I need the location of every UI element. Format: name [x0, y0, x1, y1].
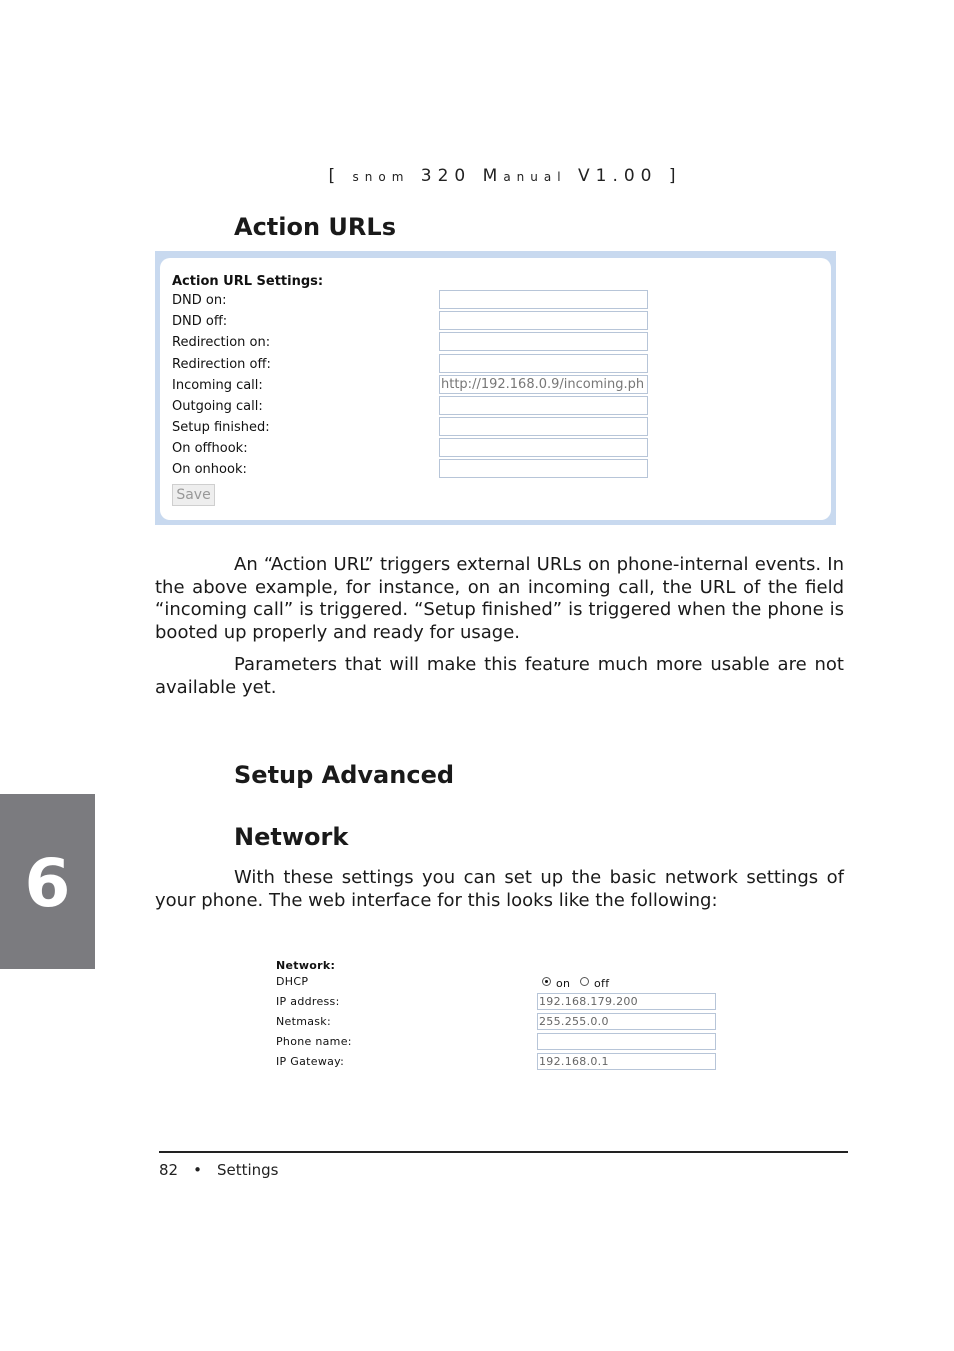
- network-heading: Network:: [276, 959, 336, 972]
- dhcp-on-radio[interactable]: [542, 977, 551, 986]
- label-netmask: Netmask:: [276, 1015, 331, 1028]
- input-incoming-call[interactable]: http://192.168.0.9/incoming.ph: [439, 375, 648, 394]
- input-netmask[interactable]: 255.255.0.0: [537, 1013, 716, 1030]
- label-redirection-off: Redirection off:: [172, 357, 271, 372]
- header-version: V1.00: [578, 166, 658, 186]
- dhcp-on-label: on: [556, 977, 571, 990]
- dhcp-off-radio[interactable]: [580, 977, 589, 986]
- input-dnd-off[interactable]: [439, 311, 648, 330]
- page-number: 82: [159, 1161, 179, 1179]
- label-redirection-on: Redirection on:: [172, 335, 271, 350]
- input-outgoing-call[interactable]: [439, 396, 648, 415]
- label-setup-finished: Setup finished:: [172, 420, 270, 435]
- footer-section: Settings: [216, 1161, 279, 1179]
- input-setup-finished[interactable]: [439, 417, 648, 436]
- input-phone-name[interactable]: [537, 1033, 716, 1050]
- network-paragraph: With these settings you can set up the basic network settings of your phone. The web interface for this looks like the following:: [155, 867, 844, 911]
- section-title-setup-advanced: Setup Advanced: [234, 761, 455, 789]
- save-button[interactable]: Save: [172, 484, 215, 506]
- section-title-network: Network: [234, 823, 349, 851]
- header-manual: Manual: [482, 166, 567, 186]
- label-ip-address: IP address:: [276, 995, 340, 1008]
- label-dnd-on: DND on:: [172, 293, 227, 308]
- footer-rule: [159, 1151, 848, 1153]
- label-ip-gateway: IP Gateway:: [276, 1055, 345, 1068]
- label-phone-name: Phone name:: [276, 1035, 352, 1048]
- label-dnd-off: DND off:: [172, 314, 228, 329]
- input-redirection-off[interactable]: [439, 354, 648, 373]
- input-ip-gateway[interactable]: 192.168.0.1: [537, 1053, 716, 1070]
- label-on-onhook: On onhook:: [172, 462, 247, 477]
- input-redirection-on[interactable]: [439, 332, 648, 351]
- label-dhcp: DHCP: [276, 975, 309, 988]
- input-on-onhook[interactable]: [439, 459, 648, 478]
- label-on-offhook: On offhook:: [172, 441, 248, 456]
- action-url-paragraph-1: An “Action URL” triggers external URLs on phone-internal events. In the above example, for instance, on an incoming call, the URL of the field “incoming call” is triggered. “Setup finished” is triggered when the phone is booted up properly and ready for usage.: [155, 554, 844, 643]
- input-on-offhook[interactable]: [439, 438, 648, 457]
- footer-bullet: •: [193, 1161, 202, 1179]
- footer: [159, 1161, 278, 1179]
- header-bracket-close: ]: [668, 166, 682, 186]
- label-outgoing-call: Outgoing call:: [172, 399, 263, 414]
- chapter-tab: [0, 794, 95, 969]
- label-incoming-call: Incoming call:: [172, 378, 263, 393]
- input-dnd-on[interactable]: [439, 290, 648, 309]
- chapter-number: 6: [24, 845, 71, 922]
- header-brand: snom: [352, 170, 410, 184]
- input-ip-address[interactable]: 192.168.179.200: [537, 993, 716, 1010]
- section-title-action-urls: Action URLs: [234, 213, 396, 241]
- dhcp-off-label: off: [594, 977, 610, 990]
- action-url-settings-heading: Action URL Settings:: [172, 274, 324, 289]
- header-model: 320: [420, 166, 472, 186]
- action-url-paragraph-2: Parameters that will make this feature much more usable are not available yet.: [155, 654, 844, 698]
- header-bracket-open: [: [328, 166, 342, 186]
- running-header: [0, 166, 954, 186]
